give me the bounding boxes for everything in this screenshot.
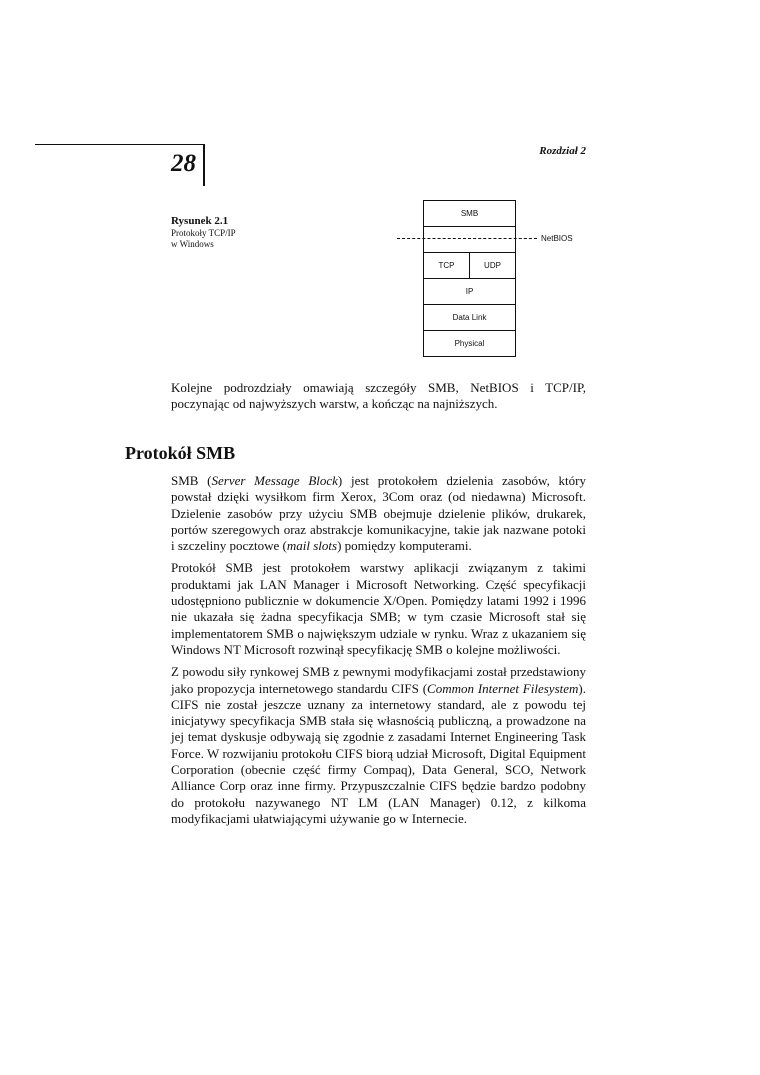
layer-datalink	[423, 304, 516, 331]
page-number: 28	[171, 150, 196, 177]
p3-text-a: Z powodu siły rynkowej SMB z pewnymi modyfikacjami został przedstawiony jako propozycja internetowego standardu CIFS (	[171, 664, 586, 696]
header-rule-vertical	[203, 144, 205, 186]
layer-netbios-gap	[423, 226, 516, 253]
figure-title: Rysunek 2.1	[171, 215, 229, 227]
p1-italic-smb: Server Message Block	[211, 473, 338, 488]
layer-ip	[423, 278, 516, 305]
paragraph-3	[171, 664, 586, 827]
layer-netbios-label: NetBIOS	[541, 234, 573, 243]
layer-udp-label: UDP	[484, 261, 501, 270]
layer-smb-label: SMB	[460, 209, 479, 218]
header-rule-horizontal	[35, 144, 203, 145]
section-heading: Protokół SMB	[125, 443, 236, 463]
layer-datalink-label: Data Link	[452, 313, 487, 322]
layer-tcp	[423, 252, 470, 279]
layer-smb	[423, 200, 516, 227]
layer-tcp-label: TCP	[438, 261, 455, 270]
figure-desc-line1: Protokoły TCP/IP	[171, 228, 236, 238]
figure-caption	[171, 215, 331, 250]
chapter-title: Rozdział 2	[539, 145, 586, 157]
protocol-stack-diagram	[395, 198, 585, 360]
figure-description	[171, 228, 331, 250]
p3-text-c: ). CIFS nie został jeszcze uznany za internetowy standard, ale z powodu tej inicjatywy specyfikacja SMB stała się własnością publiczną, a prowadzone na jej temat dyskusje odbywają się zgodnie z zasadami Internet Engineering Task Force. W rozwijaniu protokołu CIFS biorą udział Microsoft, Digital Equipment Corporation (obecnie część firmy Compaq), Data General, SCO, Network Alliance Corp oraz inne firmy. Przypuszczalnie CIFS będzie bardzo podobny do protokołu nazywanego NT LM (LAN Manager) 0.12, z kilkoma modyfikacjami ułatwiającymi używanie go w Internecie.	[171, 680, 586, 826]
intro-paragraph: Kolejne podrozdziały omawiają szczegóły SMB, NetBIOS i TCP/IP, poczynając od najwyższych warstw, a kończąc na najniższych.	[171, 380, 586, 412]
p1-text-e: ) pomiędzy komputerami.	[337, 538, 472, 554]
netbios-dashed-line	[397, 238, 537, 239]
layer-udp	[469, 252, 516, 279]
figure-desc-line2: w Windows	[171, 239, 214, 249]
layer-ip-label: IP	[465, 287, 474, 296]
paragraph-1	[171, 473, 586, 554]
p1-text-c: ) jest protokołem dzielenia zasobów, który powstał dzięki wysiłkom firm Xerox, 3Com oraz (od niedawna) Microsoft. Dzielenie zasobów przy użyciu SMB obejmuje dzielenie plików, drukarek, portów szeregowych oraz abstrakcje komunikacyjne, takie jak nazwane potoki i szczeliny pocztowe (	[171, 473, 586, 554]
p3-italic-cifs: Common Internet Filesystem	[427, 680, 579, 696]
layer-physical	[423, 330, 516, 357]
paragraph-2: Protokół SMB jest protokołem warstwy aplikacji związanym z takimi produktami jak LAN Manager i Microsoft Networking. Część specyfikacji udostępniono publicznie w dokumencie X/Open. Pomiędzy latami 1992 i 1996 nie ukazała się żadna specyfikacja SMB; w tym czasie Microsoft stał się implementatorem SMB o największym udziale w rynku. Wraz z ukazaniem się Windows NT Microsoft rozwinął specyfikację SMB o kolejne możliwości.	[171, 560, 586, 657]
p1-italic-mailslots: mail slots	[286, 538, 338, 554]
section-body	[171, 473, 586, 833]
layer-physical-label: Physical	[454, 339, 485, 348]
p1-text-a: SMB (	[171, 473, 212, 488]
